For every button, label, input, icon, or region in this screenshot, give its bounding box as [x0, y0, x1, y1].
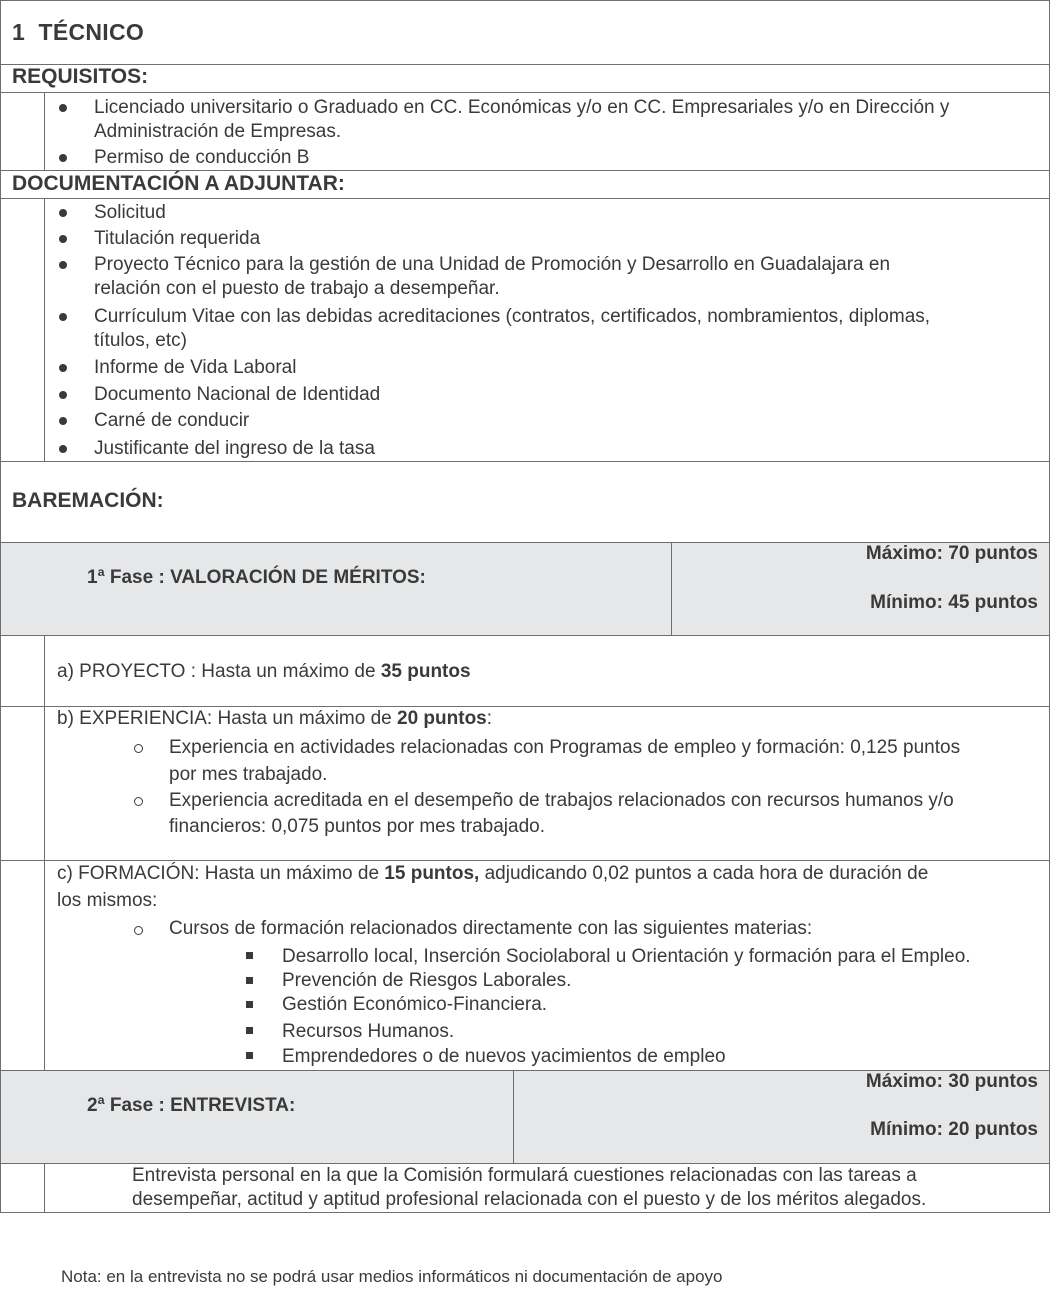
- bullet-icon: [59, 154, 67, 162]
- fase2-label: 2ª Fase : ENTREVISTA:: [87, 1095, 296, 1116]
- experiencia-item-cont: por mes trabajado.: [169, 764, 328, 785]
- documento-item: Currículum Vitae con las debidas acreditaciones (contratos, certificados, nombramientos, diplomas,: [94, 306, 931, 327]
- bullet-icon: [59, 313, 67, 321]
- experiencia-text: [57, 707, 492, 731]
- formacion-subject: Desarrollo local, Inserción Sociolaboral u Orientación y formación para el Empleo.: [282, 946, 971, 967]
- fase2-max: Máximo: 30 puntos: [865, 1071, 1038, 1092]
- fase2-min: Mínimo: 20 puntos: [870, 1119, 1038, 1140]
- formacion-text: [57, 862, 928, 886]
- square-bullet-icon: [246, 1001, 253, 1008]
- documento-item-cont: títulos, etc): [94, 330, 187, 351]
- fase1-label: 1ª Fase : VALORACIÓN DE MÉRITOS:: [87, 567, 426, 588]
- bullet-icon: [59, 364, 67, 372]
- requisitos-heading: REQUISITOS:: [12, 65, 149, 88]
- circle-bullet-icon: [134, 744, 143, 753]
- documentacion-heading: DOCUMENTACIÓN A ADJUNTAR:: [12, 172, 345, 195]
- entrevista-text: Entrevista personal en la que la Comisión formulará cuestiones relacionadas con las tareas a: [132, 1165, 917, 1186]
- bullet-icon: [59, 445, 67, 453]
- square-bullet-icon: [246, 1052, 253, 1059]
- formacion-prefix: c) FORMACIÓN: Hasta un máximo de: [57, 863, 385, 884]
- entrevista-text-cont: desempeñar, actitud y aptitud profesional relacionada con el puesto y de los méritos alegados.: [132, 1189, 927, 1210]
- circle-bullet-icon: [134, 926, 143, 935]
- square-bullet-icon: [246, 952, 253, 959]
- square-bullet-icon: [246, 1027, 253, 1034]
- baremacion-heading: BAREMACIÓN:: [12, 489, 164, 512]
- proyecto-prefix: a) PROYECTO : Hasta un máximo de: [57, 661, 381, 682]
- formacion-text-cont: los mismos:: [57, 890, 158, 911]
- bullet-icon: [59, 235, 67, 243]
- formacion-subject: Emprendedores o de nuevos yacimientos de empleo: [282, 1046, 726, 1067]
- page-title: [12, 20, 144, 44]
- formacion-subject: Recursos Humanos.: [282, 1021, 455, 1042]
- documento-item: Carné de conducir: [94, 410, 250, 431]
- experiencia-points: 20 puntos: [397, 708, 487, 729]
- formacion-subject: Prevención de Riesgos Laborales.: [282, 970, 572, 991]
- circle-bullet-icon: [134, 797, 143, 806]
- experiencia-item-cont: financieros: 0,075 puntos por mes trabajado.: [169, 816, 546, 837]
- square-bullet-icon: [246, 977, 253, 984]
- experiencia-item: Experiencia en actividades relacionadas con Programas de empleo y formación: 0,125 puntos: [169, 737, 961, 758]
- documento-item: Documento Nacional de Identidad: [94, 384, 381, 405]
- section-number: 1: [12, 19, 26, 45]
- formacion-subject: Gestión Económico-Financiera.: [282, 994, 548, 1015]
- experiencia-prefix: b) EXPERIENCIA: Hasta un máximo de: [57, 708, 398, 729]
- requisito-item: Licenciado universitario o Graduado en CC. Económicas y/o en CC. Empresariales y/o en Dirección y: [94, 97, 950, 118]
- bullet-icon: [59, 104, 67, 112]
- experiencia-suffix: :: [486, 708, 493, 729]
- requisito-item: Permiso de conducción B: [94, 147, 310, 168]
- experiencia-item: Experiencia acreditada en el desempeño de trabajos relacionados con recursos humanos y/o: [169, 790, 954, 811]
- documento-item: Justificante del ingreso de la tasa: [94, 438, 375, 459]
- documento-item: Proyecto Técnico para la gestión de una Unidad de Promoción y Desarrollo en Guadalajara en: [94, 254, 891, 275]
- fase1-min: Mínimo: 45 puntos: [870, 592, 1038, 613]
- proyecto-points: 35 puntos: [380, 661, 471, 682]
- requisito-item-cont: Administración de Empresas.: [94, 121, 342, 142]
- formacion-course-intro: Cursos de formación relacionados directamente con las siguientes materias:: [169, 918, 813, 939]
- documento-item: Informe de Vida Laboral: [94, 357, 297, 378]
- fase1-max: Máximo: 70 puntos: [865, 543, 1038, 564]
- formacion-points: 15 puntos,: [384, 863, 480, 884]
- bullet-icon: [59, 417, 67, 425]
- section-title: TÉCNICO: [38, 19, 145, 45]
- documento-item-cont: relación con el puesto de trabajo a desempeñar.: [94, 278, 500, 299]
- bullet-icon: [59, 261, 67, 269]
- documento-item: Titulación requerida: [94, 228, 261, 249]
- documento-item: Solicitud: [94, 202, 166, 223]
- formacion-suffix: adjudicando 0,02 puntos a cada hora de duración de: [479, 863, 929, 884]
- footnote: Nota: en la entrevista no se podrá usar medios informáticos ni documentación de apoyo: [61, 1267, 723, 1286]
- bullet-icon: [59, 209, 67, 217]
- bullet-icon: [59, 391, 67, 399]
- proyecto-text: [57, 660, 471, 684]
